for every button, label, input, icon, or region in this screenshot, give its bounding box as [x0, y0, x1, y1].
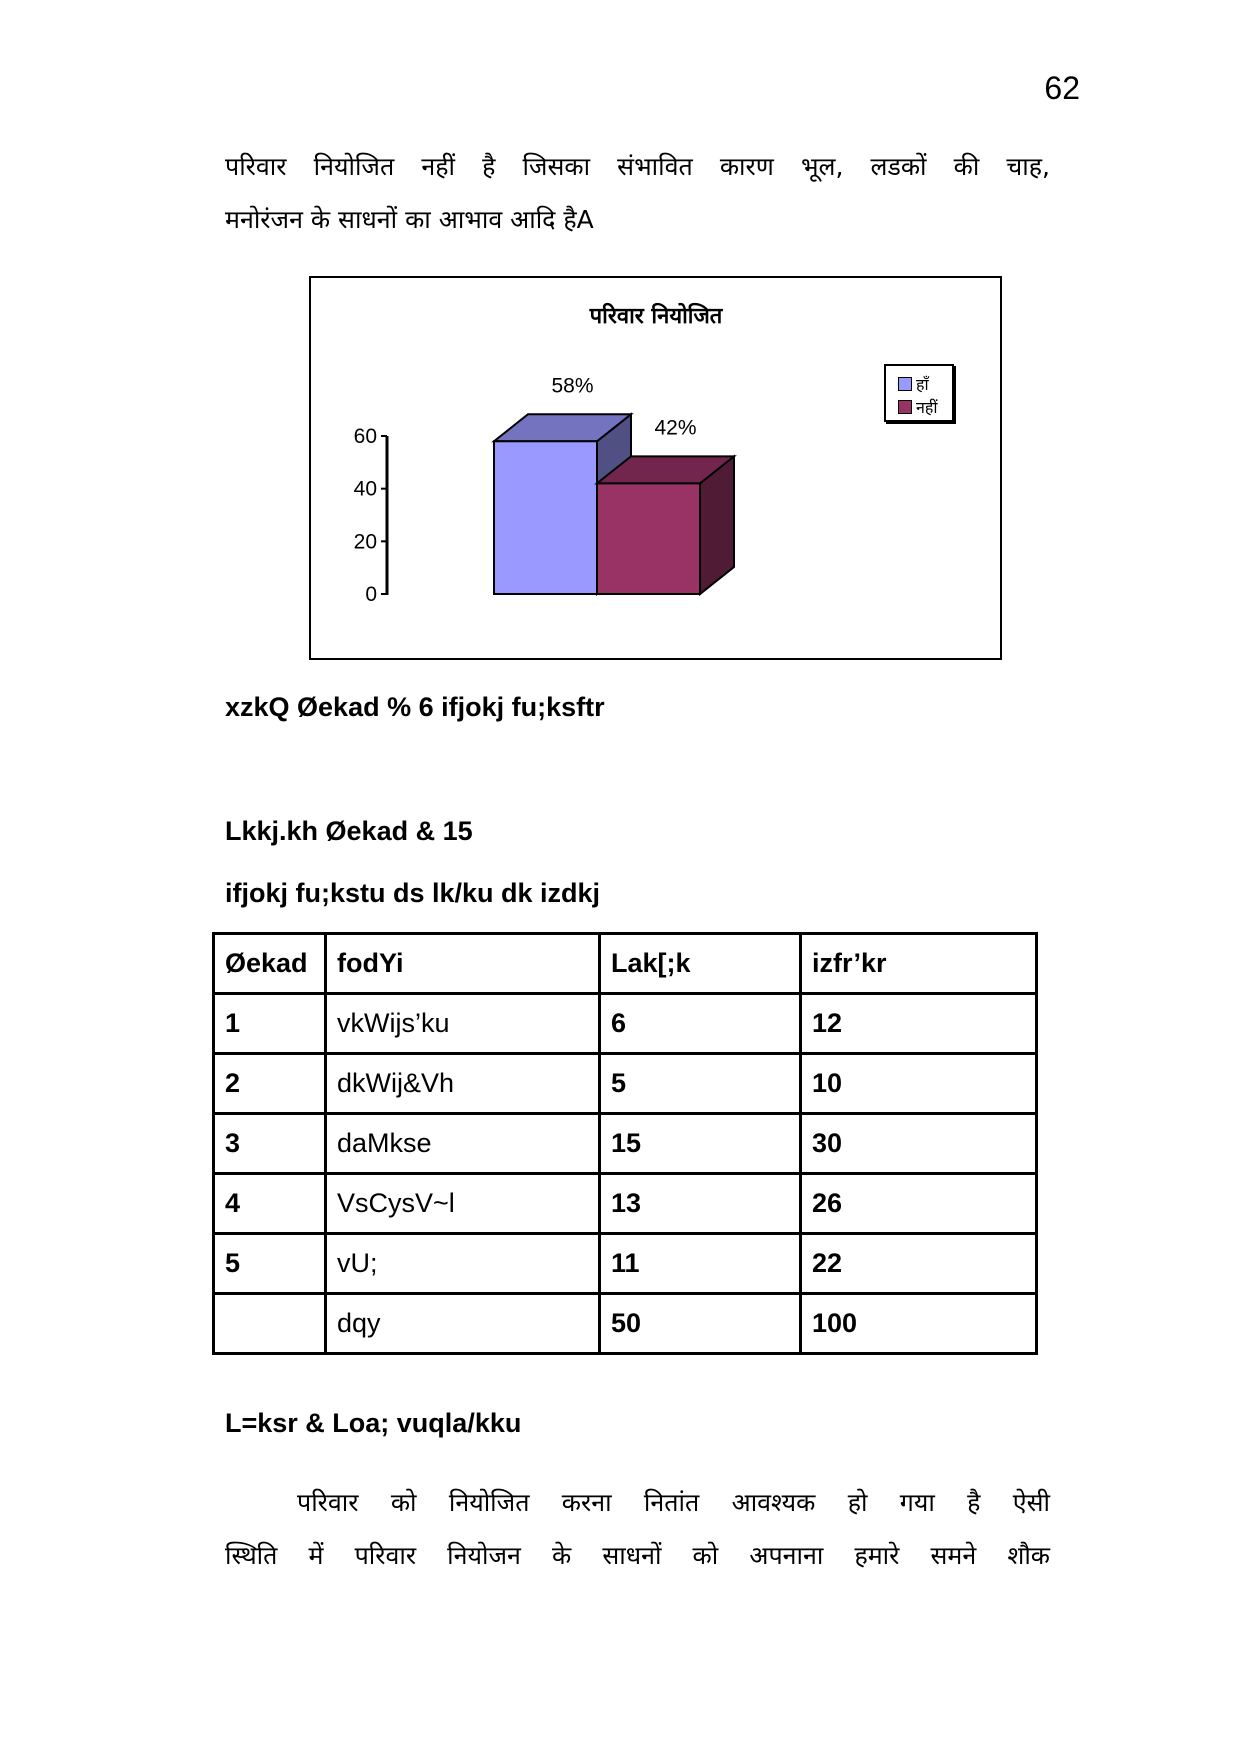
bar-data-label: 42%	[654, 416, 697, 440]
cell-serial: 2	[214, 1054, 326, 1114]
cell-serial	[214, 1294, 326, 1354]
header-cell-count: Lak[;k	[600, 934, 801, 994]
cell-percent: 10	[801, 1054, 1037, 1114]
intro-line-1: परिवार नियोजित नहीं है जिसका संभावित कारण भूल, लडकों की चाह,	[225, 152, 1050, 181]
intro-line-2: मनोरंजन के साधनों का आभाव आदि हैA	[225, 205, 594, 234]
table-row	[214, 1234, 1037, 1294]
cell-count: 50	[600, 1294, 801, 1354]
bar-front	[597, 483, 700, 594]
cell-option: daMkse	[326, 1114, 600, 1174]
table-row	[214, 1114, 1037, 1174]
table-header-row	[214, 934, 1037, 994]
legend-item-yes	[898, 372, 952, 395]
cell-serial: 1	[214, 994, 326, 1054]
table-title: ifjokj fu;kstu ds lk/ku dk izdkj	[225, 878, 601, 908]
cell-serial: 4	[214, 1174, 326, 1234]
table-total-row	[214, 1294, 1037, 1354]
cell-serial: 5	[214, 1234, 326, 1294]
closing-paragraph	[225, 1476, 1050, 1582]
cell-count: 13	[600, 1174, 801, 1234]
y-tick-label: 40	[353, 477, 377, 501]
y-tick-label: 20	[353, 530, 377, 554]
header-cell-option: fodYi	[326, 934, 600, 994]
cell-count: 5	[600, 1054, 801, 1114]
family-planning-chart	[309, 276, 1002, 660]
chart-legend	[884, 364, 954, 422]
closing-line-2: स्थिति में परिवार नियोजन के साधनों को अपनाना हमारे समने शौक	[225, 1541, 1050, 1570]
legend-swatch-yes	[898, 377, 912, 391]
cell-percent: 100	[801, 1294, 1037, 1354]
bar-no	[597, 456, 734, 594]
cell-count: 6	[600, 994, 801, 1054]
cell-option: VsCysV~l	[326, 1174, 600, 1234]
cell-option: vU;	[326, 1234, 600, 1294]
chart-title: परिवार नियोजित	[589, 304, 723, 329]
cell-option: dkWij&Vh	[326, 1054, 600, 1114]
cell-count: 11	[600, 1234, 801, 1294]
closing-line-1: परिवार को नियोजित करना नितांत आवश्यक हो गया है ऐसी	[297, 1488, 1050, 1517]
cell-option: vkWijs’ku	[326, 994, 600, 1054]
legend-label-yes: हाँ	[916, 374, 929, 394]
cell-option: dqy	[326, 1294, 600, 1354]
source-note: L=ksr & Loa; vuqla/kku	[225, 1408, 522, 1438]
bar-data-label: 58%	[551, 374, 594, 398]
cell-count: 15	[600, 1114, 801, 1174]
cell-percent: 22	[801, 1234, 1037, 1294]
header-cell-serial: Øekad	[214, 934, 326, 994]
legend-label-no: नहीं	[916, 397, 938, 417]
table-row	[214, 1174, 1037, 1234]
cell-percent: 30	[801, 1114, 1037, 1174]
cell-percent: 26	[801, 1174, 1037, 1234]
cell-percent: 12	[801, 994, 1037, 1054]
table-row	[214, 994, 1037, 1054]
legend-item-no	[898, 395, 952, 418]
table-row	[214, 1054, 1037, 1114]
page-number: 62	[1044, 70, 1080, 106]
y-tick-label: 60	[353, 425, 377, 448]
cell-serial: 3	[214, 1114, 326, 1174]
family-planning-methods-table	[212, 932, 1038, 1355]
chart-canvas	[311, 278, 1000, 658]
header-cell-percent: izfr’kr	[801, 934, 1037, 994]
graph-caption: xzkQ Øekad % 6 ifjokj fu;ksftr	[225, 692, 605, 722]
legend-swatch-no	[898, 400, 912, 414]
table-number: Lkkj.kh Øekad & 15	[225, 816, 473, 846]
bar-front	[494, 441, 597, 594]
intro-paragraph	[225, 140, 1050, 246]
y-tick-label: 0	[365, 583, 377, 606]
